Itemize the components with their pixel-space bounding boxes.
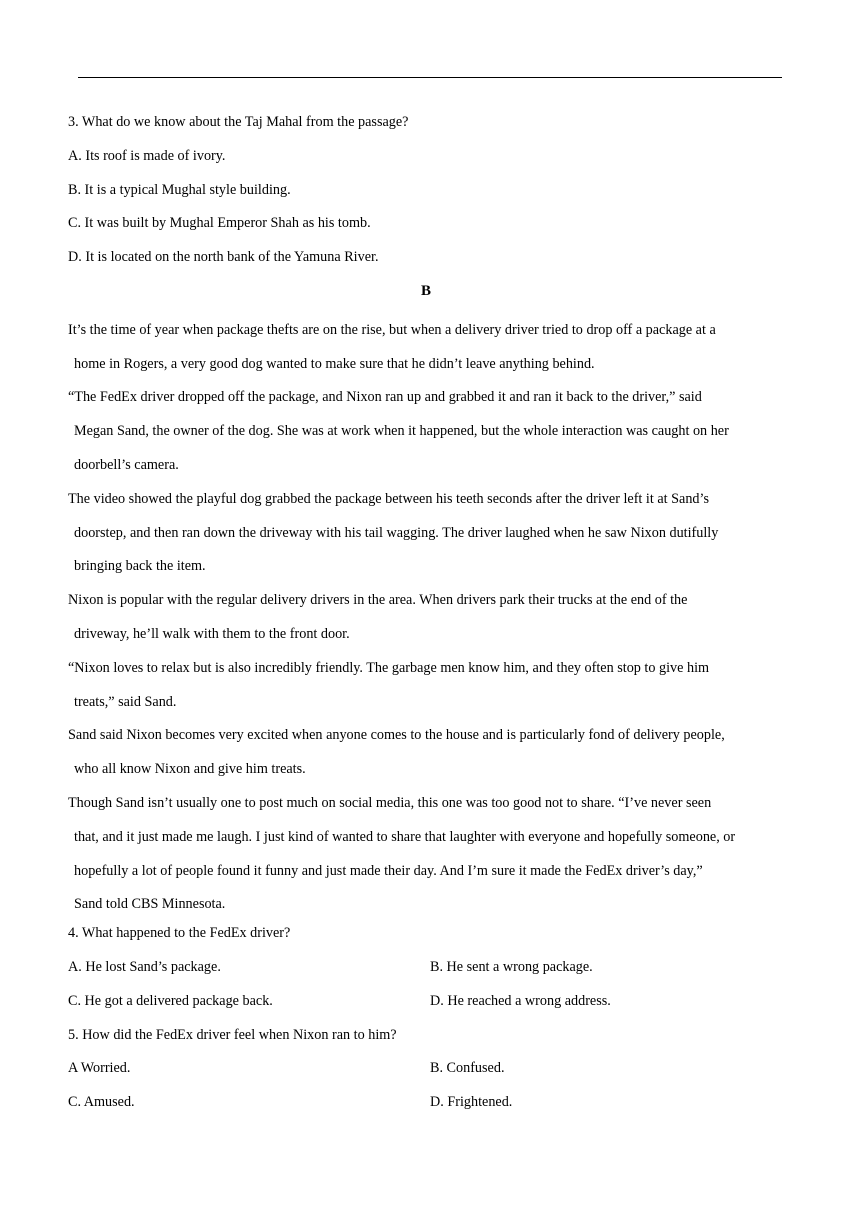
q4-options-row-1 xyxy=(68,956,784,990)
q3-option-a: A. Its roof is made of ivory. xyxy=(68,147,226,164)
question-4: 4. What happened to the FedEx driver? xyxy=(68,925,291,942)
document-body xyxy=(68,111,784,1125)
q5-options-row-1 xyxy=(68,1057,784,1091)
q3-option-b: B. It is a typical Mughal style building. xyxy=(68,181,291,198)
q4-option-c: C. He got a delivered package back. xyxy=(68,992,273,1009)
paragraph-line: treats,” said Sand. xyxy=(74,693,177,710)
paragraph-line: hopefully a lot of people found it funny and just made their day. And I’m sure it made the FedEx driver’s day,” xyxy=(74,862,703,879)
paragraph-line: bringing back the item. xyxy=(74,558,206,575)
question-3: 3. What do we know about the Taj Mahal from the passage? xyxy=(68,114,409,130)
paragraph-line: that, and it just made me laugh. I just kind of wanted to share that laughter with everyone and hopefully someone, or xyxy=(74,828,736,845)
q3-option-d: D. It is located on the north bank of the Yamuna River. xyxy=(68,249,379,266)
q5-options-row-2 xyxy=(68,1091,784,1125)
paragraph-line: “The FedEx driver dropped off the package, and Nixon ran up and grabbed it and ran it back to the driver,” said xyxy=(68,389,702,406)
paragraph-line: Though Sand isn’t usually one to post much on social media, this one was too good not to share. “I’ve never seen xyxy=(68,794,712,811)
paragraph-line: who all know Nixon and give him treats. xyxy=(74,761,306,778)
paragraph-line: Sand told CBS Minnesota. xyxy=(74,896,226,913)
q4-options-row-2 xyxy=(68,990,784,1024)
q3-option-c: C. It was built by Mughal Emperor Shah as his tomb. xyxy=(68,215,371,232)
q4-option-a: A. He lost Sand’s package. xyxy=(68,958,221,975)
paragraph-line: doorstep, and then ran down the driveway with his tail wagging. The driver laughed when he saw Nixon dutifully xyxy=(74,524,719,541)
q4-option-d: D. He reached a wrong address. xyxy=(430,992,611,1009)
passage-b xyxy=(68,314,784,922)
paragraph-line: “Nixon loves to relax but is also incredibly friendly. The garbage men know him, and they often stop to give him xyxy=(68,659,710,676)
paragraph-line: home in Rogers, a very good dog wanted to make sure that he didn’t leave anything behind. xyxy=(74,355,595,372)
paragraph-line: Megan Sand, the owner of the dog. She was at work when it happened, but the whole interaction was caught on her xyxy=(74,423,729,440)
paragraph-5 xyxy=(68,652,784,720)
paragraph-line: It’s the time of year when package thefts are on the rise, but when a delivery driver tried to drop off a package at a xyxy=(68,321,716,338)
paragraph-line: Sand said Nixon becomes very excited when anyone comes to the house and is particularly fond of delivery people, xyxy=(68,727,725,744)
question-5: 5. How did the FedEx driver feel when Nixon ran to him? xyxy=(68,1026,397,1043)
paragraph-2 xyxy=(68,381,784,482)
q4-option-b: B. He sent a wrong package. xyxy=(430,958,593,975)
paragraph-line: driveway, he’ll walk with them to the front door. xyxy=(74,625,350,642)
paragraph-6 xyxy=(68,719,784,787)
q5-option-c: C. Amused. xyxy=(68,1094,135,1111)
paragraph-line: doorbell’s camera. xyxy=(74,456,179,473)
q5-option-d: D. Frightened. xyxy=(430,1094,513,1111)
paragraph-line: The video showed the playful dog grabbed the package between his teeth seconds after the driver left it at Sand’s xyxy=(68,490,709,507)
section-b-title: B xyxy=(420,282,431,299)
paragraph-line: Nixon is popular with the regular delivery drivers in the area. When drivers park their trucks at the end of the xyxy=(68,592,688,609)
paragraph-4 xyxy=(68,584,784,652)
paragraph-1 xyxy=(68,314,784,382)
paragraph-7 xyxy=(68,787,784,922)
q5-option-b: B. Confused. xyxy=(430,1060,505,1077)
q5-option-a: A Worried. xyxy=(68,1060,131,1077)
paragraph-3 xyxy=(68,483,784,584)
header-rule xyxy=(78,77,782,78)
